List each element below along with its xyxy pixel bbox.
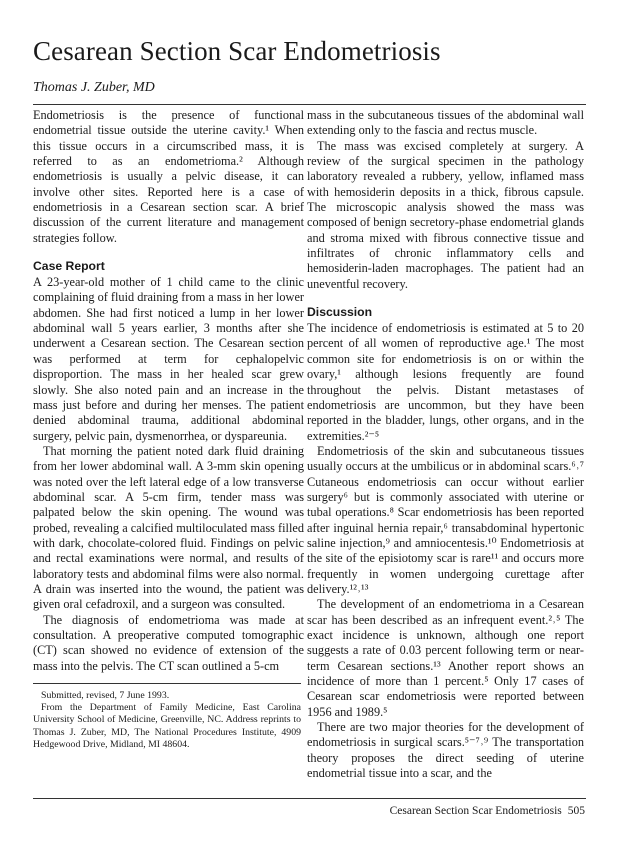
discussion-paragraph-1: The incidence of endometriosis is estimated at 5 to 20 percent of all women of reproductive age.¹ The most common site for endometriosis is on or within the ovary,¹ although lesions frequently are found throughout the pelvis. Distant metastases of endometriosis are uncommon, but they have been reported in the bladder, lungs, other organs, and in the extremities.²⁻⁵ xyxy=(307,321,584,443)
header-rule xyxy=(33,104,586,105)
author-byline: Thomas J. Zuber, MD xyxy=(33,80,155,95)
intro-paragraph: Endometriosis is the presence of functional endometrial tissue outside the uterine cavity.¹ When this tissue occurs in a circumscribed mass, it is referred to as an endometrioma.² Although endometriosis is usually a pelvic disease, it can involve other sites. Reported here is a case of endometriosis in a Cesarean section scar. A brief discussion of the current literature and management strategies follow. xyxy=(33,108,304,245)
discussion-heading: Discussion xyxy=(307,305,373,320)
running-footer xyxy=(390,805,585,817)
discussion-paragraph-3: The development of an endometrioma in a Cesarean scar has been described as an infrequent event.²˒⁵ The exact incidence is unknown, although one report suggests a rate of 0.03 percent following term or near-term Cesarean sections.¹³ Another report shows an incidence of more than 1 percent.⁵ Only 17 cases of Cesarean scar endometriosis were reported between 1956 and 1989.⁵ xyxy=(307,597,584,719)
case-report-heading: Case Report xyxy=(33,259,105,274)
case-continued-paragraph: mass in the subcutaneous tissues of the abdominal wall extending only to the fascia and rectus muscle. xyxy=(307,108,584,138)
footnote-rule xyxy=(33,683,301,684)
page-number: 505 xyxy=(567,805,585,817)
case-paragraph-1: A 23-year-old mother of 1 child came to the clinic complaining of fluid draining from a mass in her lower abdomen. She had first noticed a lump in her lower abdominal wall 5 years earlier, 3 months after she underwent a Cesarean section. The Cesarean section was performed at term for cephalopelvic disproportion. The mass in her healed scar grew slowly. She also noted pain and an increase in the mass just before and during her menses. The patient denied abdominal trauma, additional abdominal surgery, pelvic pain, dysmenorrhea, or dyspareunia. xyxy=(33,275,304,443)
article-title: Cesarean Section Scar Endometriosis xyxy=(33,36,441,66)
discussion-paragraph-4: There are two major theories for the development of endometriosis in surgical scars.⁵⁻⁷˒⁹ The transportation theory proposes the direct seeding of uterine endometrial tissue into a scar, and the xyxy=(307,720,584,781)
footer-rule xyxy=(33,798,586,799)
case-paragraph-3: The diagnosis of endometrioma was made at consultation. A preoperative computed tomographic (CT) scan showed no evidence of extension of the mass into the pelvis. The CT scan outlined a 5-cm xyxy=(33,612,304,673)
case-paragraph-2: That morning the patient noted dark fluid draining from her lower abdominal wall. A 3-mm skin opening was noted over the left lateral edge of a low transverse abdominal scar. A 5-cm firm, tender mass was palpated below the skin opening. The wound was probed, revealing a calcified multiloculated mass filled with dark, chocolate-colored fluid. Findings on pelvic and rectal examinations were normal, and results of laboratory tests and abdominal films were also normal. A drain was inserted into the wound, the patient was given oral cefadroxil, and a surgeon was consulted. xyxy=(33,443,304,612)
running-footer-title: Cesarean Section Scar Endometriosis xyxy=(389,805,562,817)
footnote-submitted: Submitted, revised, 7 June 1993. xyxy=(41,690,170,701)
footnote xyxy=(33,690,301,751)
discussion-paragraph-2: Endometriosis of the skin and subcutaneous tissues usually occurs at the umbilicus or in abdominal scars.⁶˒⁷ Cutaneous endometriosis can occur without earlier surgery⁶ but is commonly associated with uterine or tubal operations.⁸ Scar endometriosis has been reported after inguinal hernia repair,⁶ transabdominal hypertonic saline injection,⁹ and amniocentesis.¹⁰ Endometriosis at the site of the episiotomy scar is rare¹¹ and occurs more frequently in women undergoing curettage after delivery.¹²˒¹³ xyxy=(307,443,584,596)
case-paragraph-4: The mass was excised completely at surgery. A review of the surgical specimen in the pathology laboratory revealed a rubbery, yellow, inflamed mass with hemosiderin deposits in a thick, fibrous capsule. The microscopic analysis showed the mass was composed of benign secretory-phase endometrial glands and stroma mixed with fibrous connective tissue and infiltrates of chronic inflammatory cells and hemosiderin-laden macrophages. The patient had an uneventful recovery. xyxy=(307,138,584,291)
right-column xyxy=(307,108,584,781)
left-column xyxy=(33,108,304,674)
footnote-affiliation: From the Department of Family Medicine, East Carolina University School of Medicine, Greenville, NC. Address reprints to Thomas J. Zuber, MD, The National Procedures Institute, 4909 Hedgewood Drive, Midland, MI 48604. xyxy=(33,702,301,750)
